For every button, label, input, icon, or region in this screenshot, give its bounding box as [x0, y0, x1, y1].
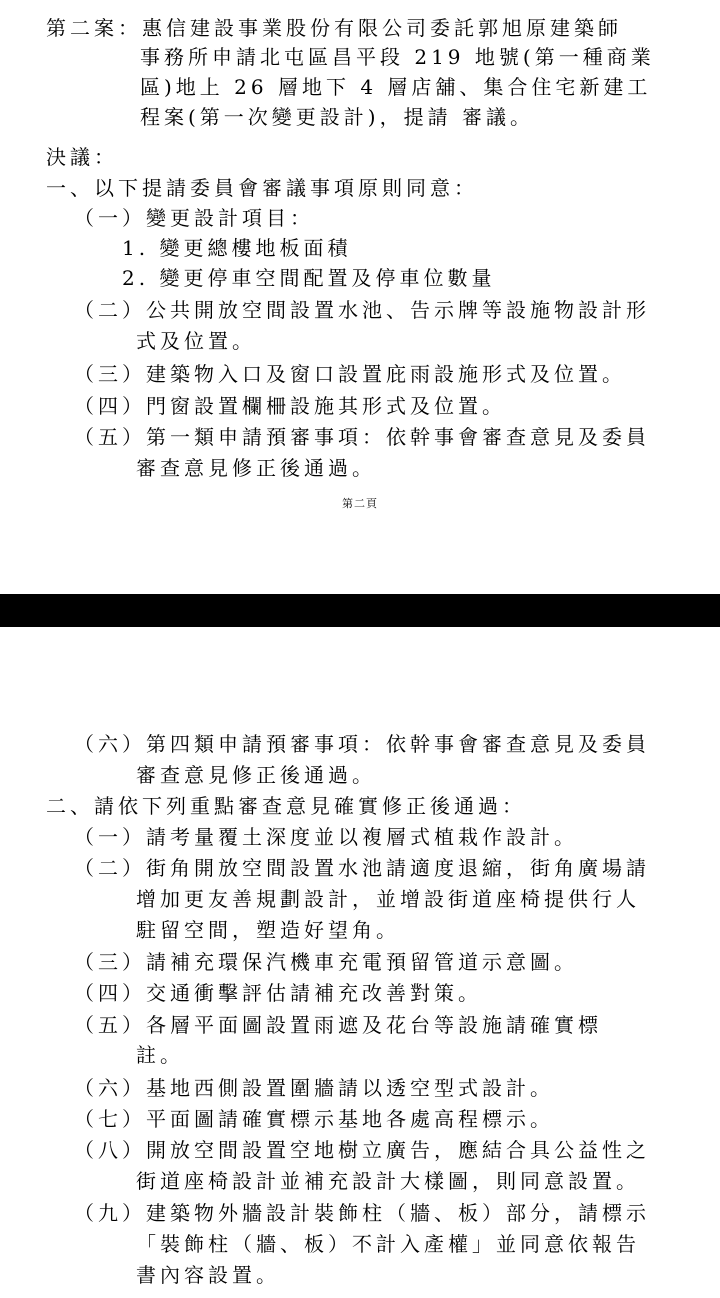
item-1-5-line-1: （五）第一類申請預審事項：依幹事會審查意見及委員 [74, 425, 650, 449]
item-2-9-line-3: 書內容設置。 [136, 1263, 280, 1287]
item-2-8-line-2: 街道座椅設計並補充設計大樣圖，則同意設置。 [136, 1169, 640, 1193]
item-2-2-line-1: （二）街角開放空間設置水池請適度退縮，街角廣場請 [74, 856, 650, 880]
item-2-1: （一）請考量覆土深度並以複層式植栽作設計。 [74, 825, 578, 849]
item-2-5-line-2: 註。 [136, 1043, 184, 1067]
sub-item-2: 2. 變更停車空間配置及停車位數量 [122, 266, 496, 290]
item-2-9-line-2: 「裝飾柱（牆、板）不計入產權」並同意依報告 [136, 1232, 640, 1256]
item-2-5-line-1: （五）各層平面圖設置雨遮及花台等設施請確實標 [74, 1013, 602, 1037]
item-1-2-line-1: （二）公共開放空間設置水池、告示牌等設施物設計形 [74, 298, 650, 322]
item-1-3: （三）建築物入口及窗口設置庇雨設施形式及位置。 [74, 362, 626, 386]
sub-item-1: 1. 變更總樓地板面積 [122, 236, 352, 260]
case-title-line-3: 區)地上 26 層地下 4 層店舖、集合住宅新建工 [140, 75, 652, 99]
section-two-heading: 二、請依下列重點審查意見確實修正後通過： [46, 794, 526, 818]
item-2-2-line-2: 增加更友善規劃設計，並增設街道座椅提供行人 [136, 887, 640, 911]
item-1-6-line-2: 審查意見修正後通過。 [136, 763, 376, 787]
item-2-3: （三）請補充環保汽機車充電預留管道示意圖。 [74, 950, 578, 974]
page-divider [0, 594, 720, 627]
item-1-1: （一）變更設計項目： [74, 206, 314, 230]
page-number: 第二頁 [342, 497, 378, 510]
item-2-8-line-1: （八）開放空間設置空地樹立廣告，應結合具公益性之 [74, 1138, 650, 1162]
item-1-6-line-1: （六）第四類申請預審事項：依幹事會審查意見及委員 [74, 732, 650, 756]
item-1-5-line-2: 審查意見修正後通過。 [136, 456, 376, 480]
item-2-2-line-3: 駐留空間，塑造好望角。 [136, 918, 400, 942]
item-2-4: （四）交通衝擊評估請補充改善對策。 [74, 981, 482, 1005]
item-2-9-line-1: （九）建築物外牆設計裝飾柱（牆、板）部分，請標示 [74, 1201, 650, 1225]
case-title-line-1: 第二案：惠信建設事業股份有限公司委託郭旭原建築師 [46, 16, 622, 40]
document-page-bottom [0, 627, 720, 1298]
item-1-4: （四）門窗設置欄柵設施其形式及位置。 [74, 394, 506, 418]
item-2-7: （七）平面圖請確實標示基地各處高程標示。 [74, 1107, 554, 1131]
section-one-heading: 一、以下提請委員會審議事項原則同意： [46, 176, 478, 200]
case-title-line-4: 程案(第一次變更設計)，提請 審議。 [140, 105, 534, 129]
document-page-top [0, 0, 720, 594]
item-1-2-line-2: 式及位置。 [136, 329, 256, 353]
resolution-heading: 決議： [46, 145, 118, 169]
item-2-6: （六）基地西側設置圍牆請以透空型式設計。 [74, 1076, 554, 1100]
case-title-line-2: 事務所申請北屯區昌平段 219 地號(第一種商業 [140, 45, 655, 69]
